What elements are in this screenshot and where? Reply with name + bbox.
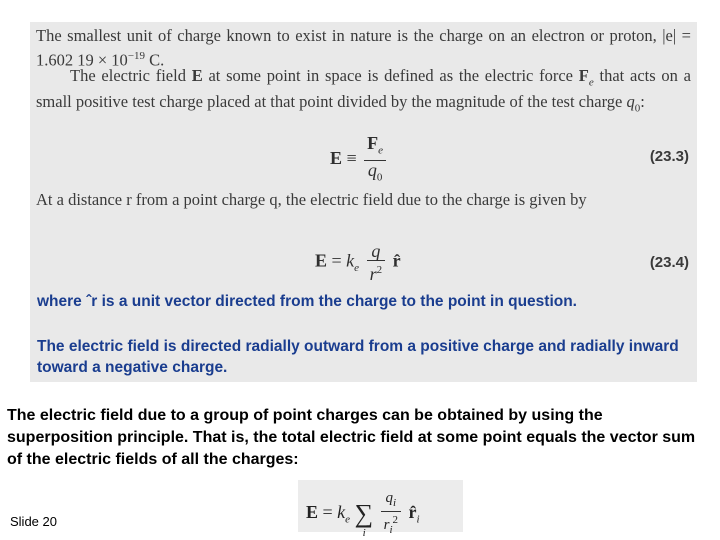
eq2-constant: k [346, 250, 355, 271]
sum-operator: = [322, 502, 333, 523]
point-charge-paragraph: At a distance r from a point charge q, the electric field due to the charge is given by [36, 190, 587, 209]
field-definition-paragraph [36, 66, 691, 119]
equation-number-23-4: (23.4) [649, 254, 689, 271]
eq2-fraction [367, 242, 386, 283]
eq2-den-exponent: 2 [376, 264, 383, 276]
unit-vector-note: where ˆr is a unit vector directed from the charge to the point in question. [37, 293, 577, 310]
summation-index: i [362, 527, 366, 539]
charge-paragraph [36, 26, 691, 71]
sum-constant-subscript: e [345, 513, 351, 526]
equation-23-4 [315, 242, 401, 283]
eq1-operator: ≡ [346, 148, 357, 169]
eq2-denominator [367, 261, 386, 283]
sum-den-symbol: r [383, 517, 390, 533]
eq2-lhs: E [315, 250, 328, 271]
eq1-numerator [364, 134, 386, 161]
sum-denominator [381, 512, 401, 538]
sum-num-subscript: i [393, 497, 397, 509]
sum-fraction [381, 490, 401, 538]
eq2-constant-subscript: e [354, 262, 360, 275]
eq1-num-symbol: F [367, 133, 379, 153]
sum-symbol-group [354, 499, 374, 539]
textbook-excerpt [30, 22, 697, 290]
superposition-paragraph: The electric field due to a group of point charges can be obtained by using the superposition principle. That is, the total electric field at some point equals the vector sum of the electric fields of all the charges: [7, 407, 696, 468]
eq1-fraction [364, 134, 386, 186]
eq1-den-subscript: 0 [376, 171, 383, 184]
field-def-text-2: at some point in space is defined as the electric force [202, 66, 579, 85]
sum-den-exponent: 2 [392, 514, 399, 526]
sum-den-subscript: i [389, 524, 393, 536]
eq2-unit-vector: r̂ [392, 250, 401, 271]
superposition-equation [298, 480, 463, 539]
field-def-text: The electric field [70, 66, 192, 85]
sum-lhs: E [306, 502, 319, 523]
charge-exponent: −19 [127, 50, 146, 62]
test-charge-subscript: 0 [634, 102, 641, 115]
sum-constant: k [337, 502, 346, 523]
sum-unit-vector: r̂ [408, 502, 417, 523]
explanation-band [30, 290, 697, 382]
eq1-denominator [364, 161, 386, 187]
sum-numerator [381, 490, 401, 512]
eq2-numerator: q [367, 242, 386, 261]
slide-number: Slide 20 [10, 514, 57, 529]
eq2-den-symbol: r [369, 264, 377, 284]
colon: : [640, 92, 645, 112]
eq1-num-subscript: e [378, 144, 384, 157]
test-charge-symbol: q [626, 92, 635, 112]
field-def-text-3: that acts on a small positive test charge placed at that point divided by the magnitude of the test charge [36, 66, 691, 112]
summation-symbol: ∑ [354, 499, 374, 528]
field-direction-note: The electric field is directed radially outward from a positive charge and radially inward toward a negative charge. [37, 338, 679, 376]
sum-num-symbol: q [385, 490, 394, 506]
charge-unit: C. [145, 50, 165, 70]
eq2-operator: = [331, 250, 342, 271]
equation-23-3 [330, 134, 389, 186]
field-symbol: E [191, 66, 203, 85]
charge-text: The smallest unit of charge known to exist in nature is the charge on an electron or proton, |e| = 1.602 19 × 10 [36, 26, 691, 70]
sum-unit-vector-subscript: i [416, 513, 420, 526]
force-symbol: F [578, 66, 589, 85]
equation-number-23-3: (23.3) [649, 148, 689, 165]
eq1-den-symbol: q [367, 159, 377, 180]
force-subscript: e [588, 76, 594, 89]
eq1-lhs: E [330, 148, 343, 169]
